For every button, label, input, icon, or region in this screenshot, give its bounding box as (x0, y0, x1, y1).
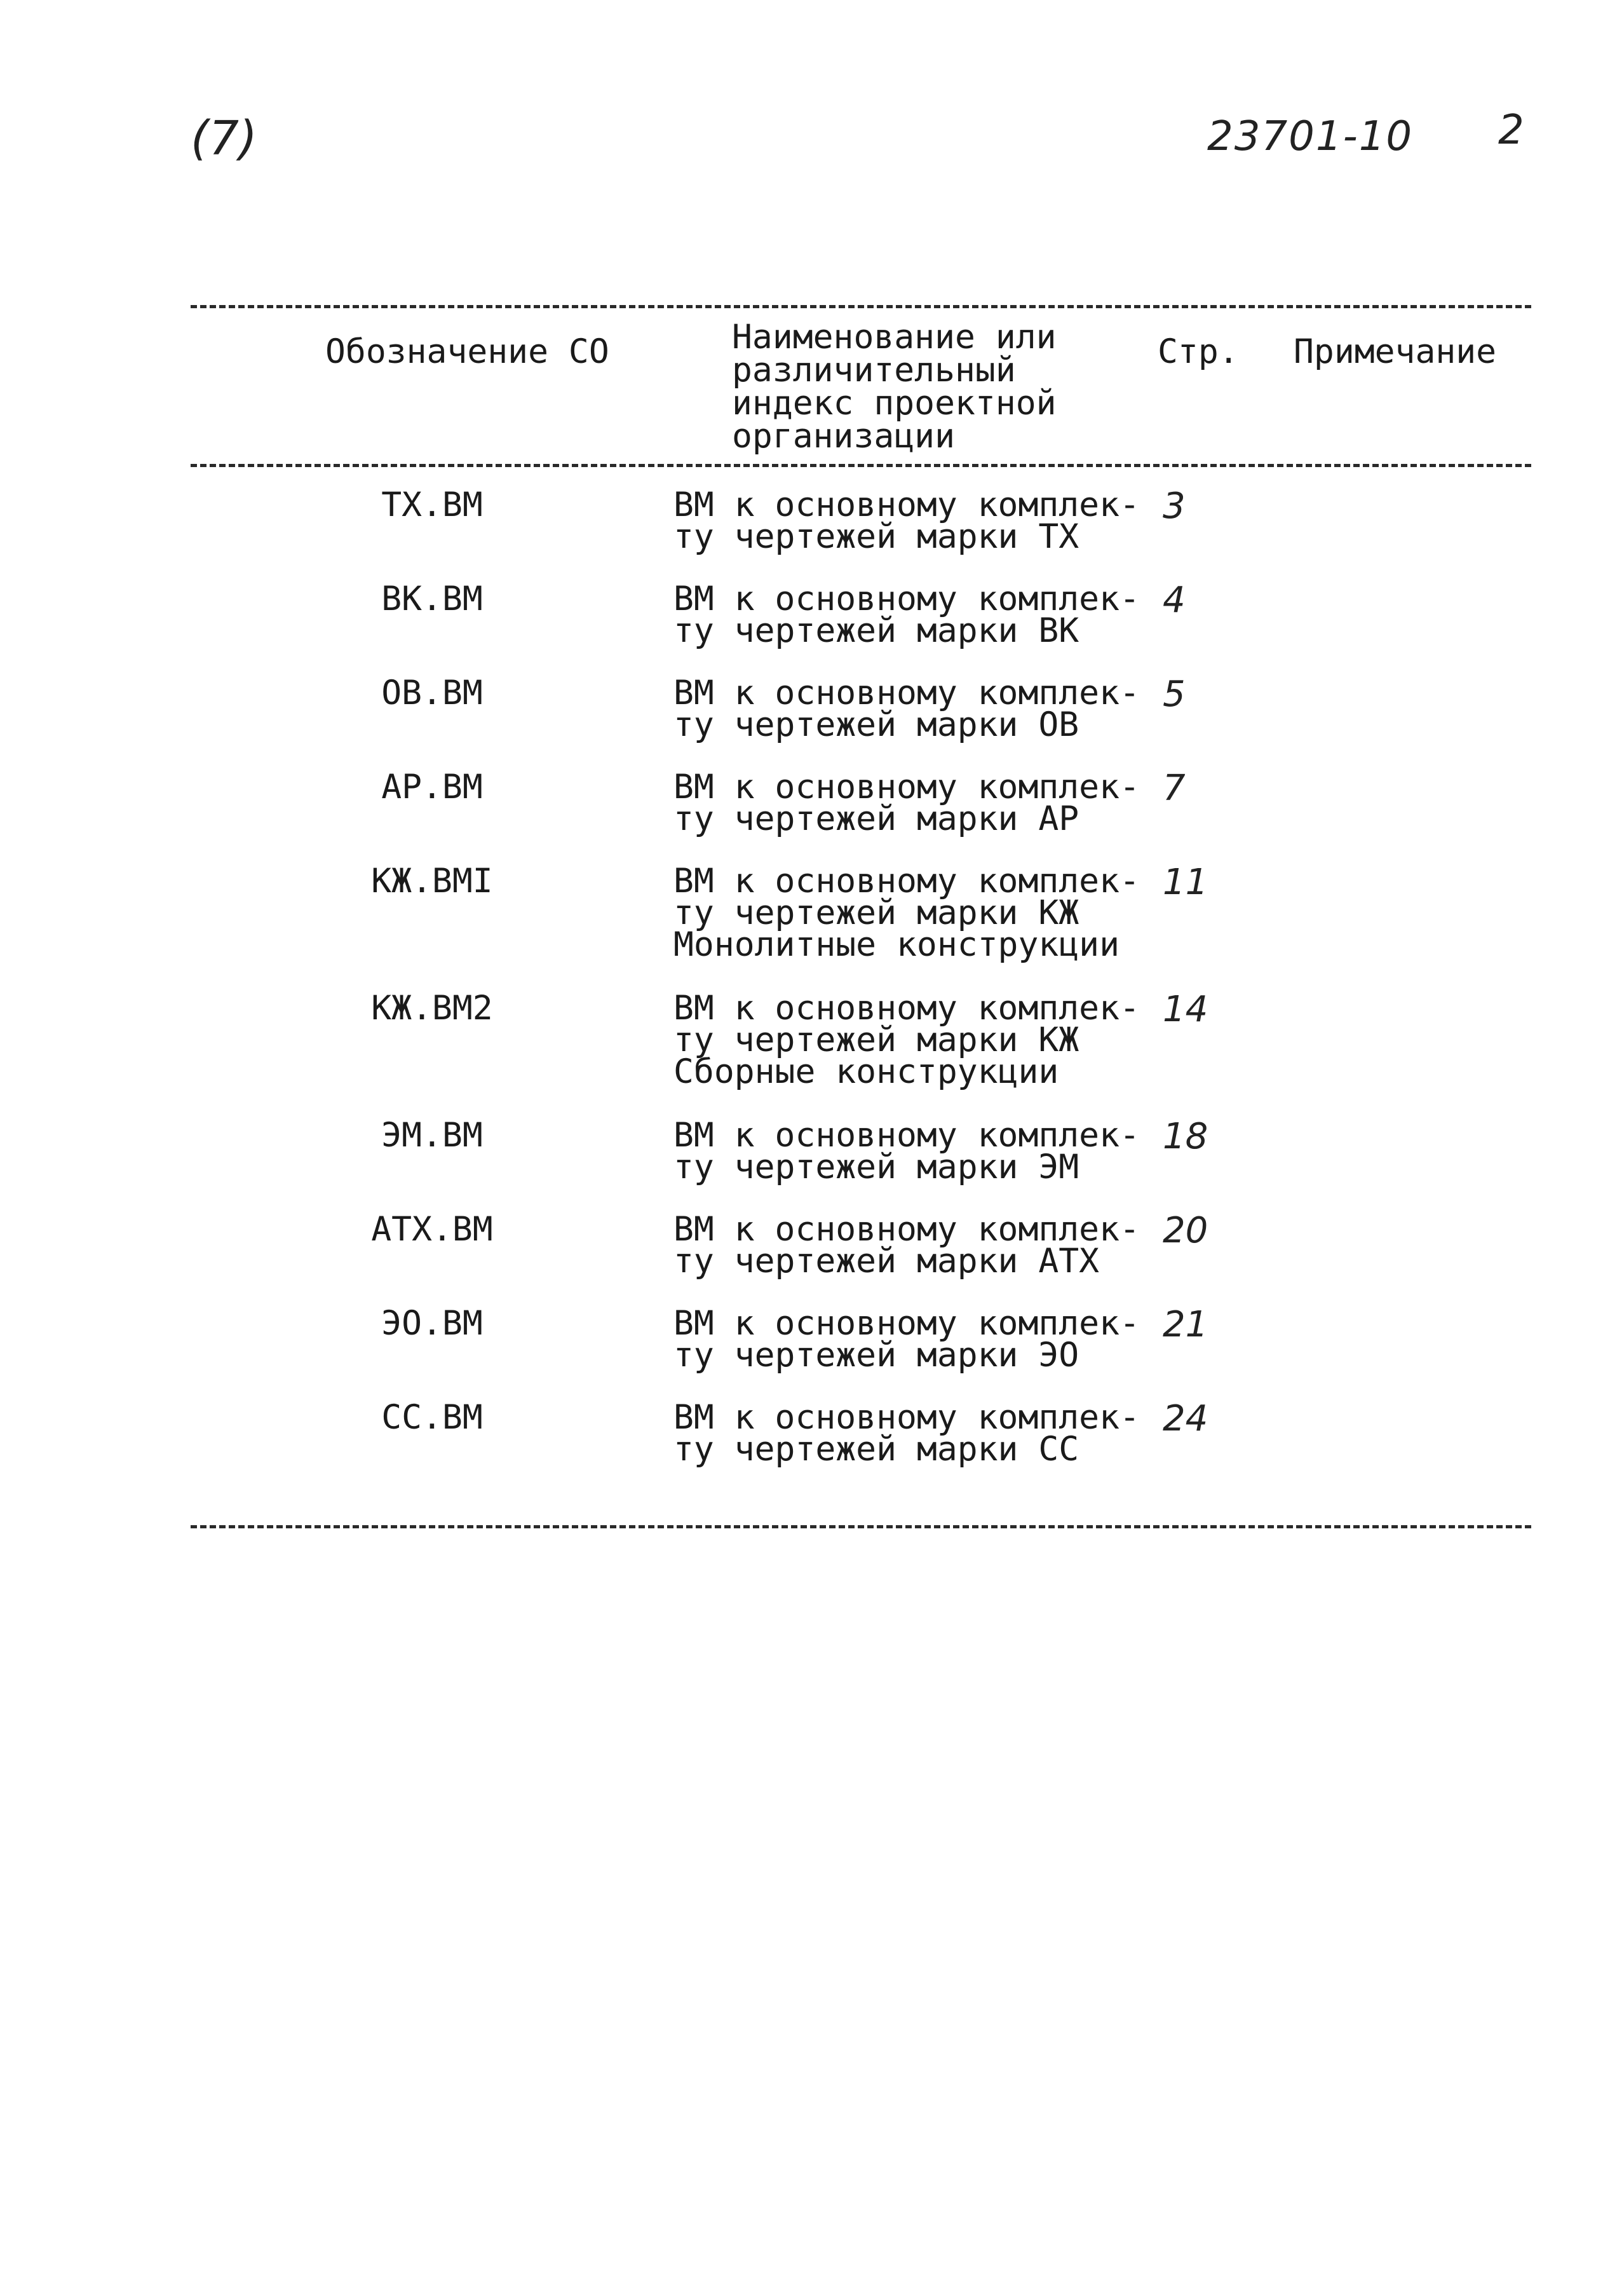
table-row (0, 768, 1610, 866)
table-row (0, 1398, 1610, 1496)
row-name: ВМ к основному комплек- ту чертежей марки ОВ (673, 674, 1140, 744)
table-row (0, 1210, 1610, 1308)
header-bottom-rule (191, 464, 1531, 467)
table-row (0, 674, 1610, 771)
row-code: ЭО.ВМ (381, 1304, 483, 1343)
row-page: 3 (1163, 486, 1186, 527)
row-code: ЭМ.ВМ (381, 1116, 483, 1155)
row-page: 18 (1163, 1116, 1208, 1157)
header-designation: Обозначение СО (325, 332, 609, 371)
row-page: 5 (1163, 674, 1186, 715)
table-row (0, 580, 1610, 677)
table-body (0, 486, 1610, 1496)
sheet-number-mark: (7) (191, 111, 257, 166)
table-bottom-rule (191, 1525, 1531, 1528)
row-code: ТХ.ВМ (381, 486, 483, 524)
row-code: АР.ВМ (381, 768, 483, 806)
row-page: 24 (1163, 1398, 1208, 1439)
header-note: Примечание (1294, 332, 1497, 371)
row-name: ВМ к основному комплек- ту чертежей марки ТХ (673, 486, 1140, 556)
table-row (0, 486, 1610, 583)
table-row (0, 862, 1610, 993)
row-name: ВМ к основному комплек- ту чертежей марки АТХ (673, 1210, 1140, 1280)
row-code: СС.ВМ (381, 1398, 483, 1437)
row-name: ВМ к основному комплек- ту чертежей марки АР (673, 768, 1140, 838)
row-code: КЖ.ВМI (371, 862, 493, 900)
table-row (0, 1116, 1610, 1214)
row-code: КЖ.ВМ2 (371, 989, 493, 1028)
header-page: Стр. (1158, 332, 1239, 371)
row-page: 20 (1163, 1210, 1208, 1251)
row-page: 14 (1163, 989, 1208, 1030)
row-name: ВМ к основному комплек- ту чертежей марки ЭО (673, 1304, 1140, 1375)
row-name: ВМ к основному комплек- ту чертежей марки СС (673, 1398, 1140, 1469)
table-top-rule (191, 305, 1531, 308)
row-name: ВМ к основному комплек- ту чертежей марки КЖ Монолитные конструкции (673, 862, 1140, 964)
row-name: ВМ к основному комплек- ту чертежей марки ВК (673, 580, 1140, 650)
document-code: 23701-10 (1207, 113, 1414, 160)
row-code: ОВ.ВМ (381, 674, 483, 712)
header-name: Наименование или различительный индекс проектной организации (732, 318, 1057, 456)
row-code: АТХ.ВМ (371, 1210, 493, 1249)
row-page: 7 (1163, 768, 1186, 809)
row-code: ВК.ВМ (381, 580, 483, 618)
row-name: ВМ к основному комплек- ту чертежей марки КЖ Сборные конструкции (673, 989, 1140, 1091)
page-number: 2 (1498, 107, 1524, 154)
row-page: 21 (1163, 1304, 1208, 1345)
table-row (0, 989, 1610, 1120)
table-row (0, 1304, 1610, 1402)
row-name: ВМ к основному комплек- ту чертежей марки ЭМ (673, 1116, 1140, 1186)
row-page: 11 (1163, 862, 1208, 903)
row-page: 4 (1163, 580, 1186, 621)
